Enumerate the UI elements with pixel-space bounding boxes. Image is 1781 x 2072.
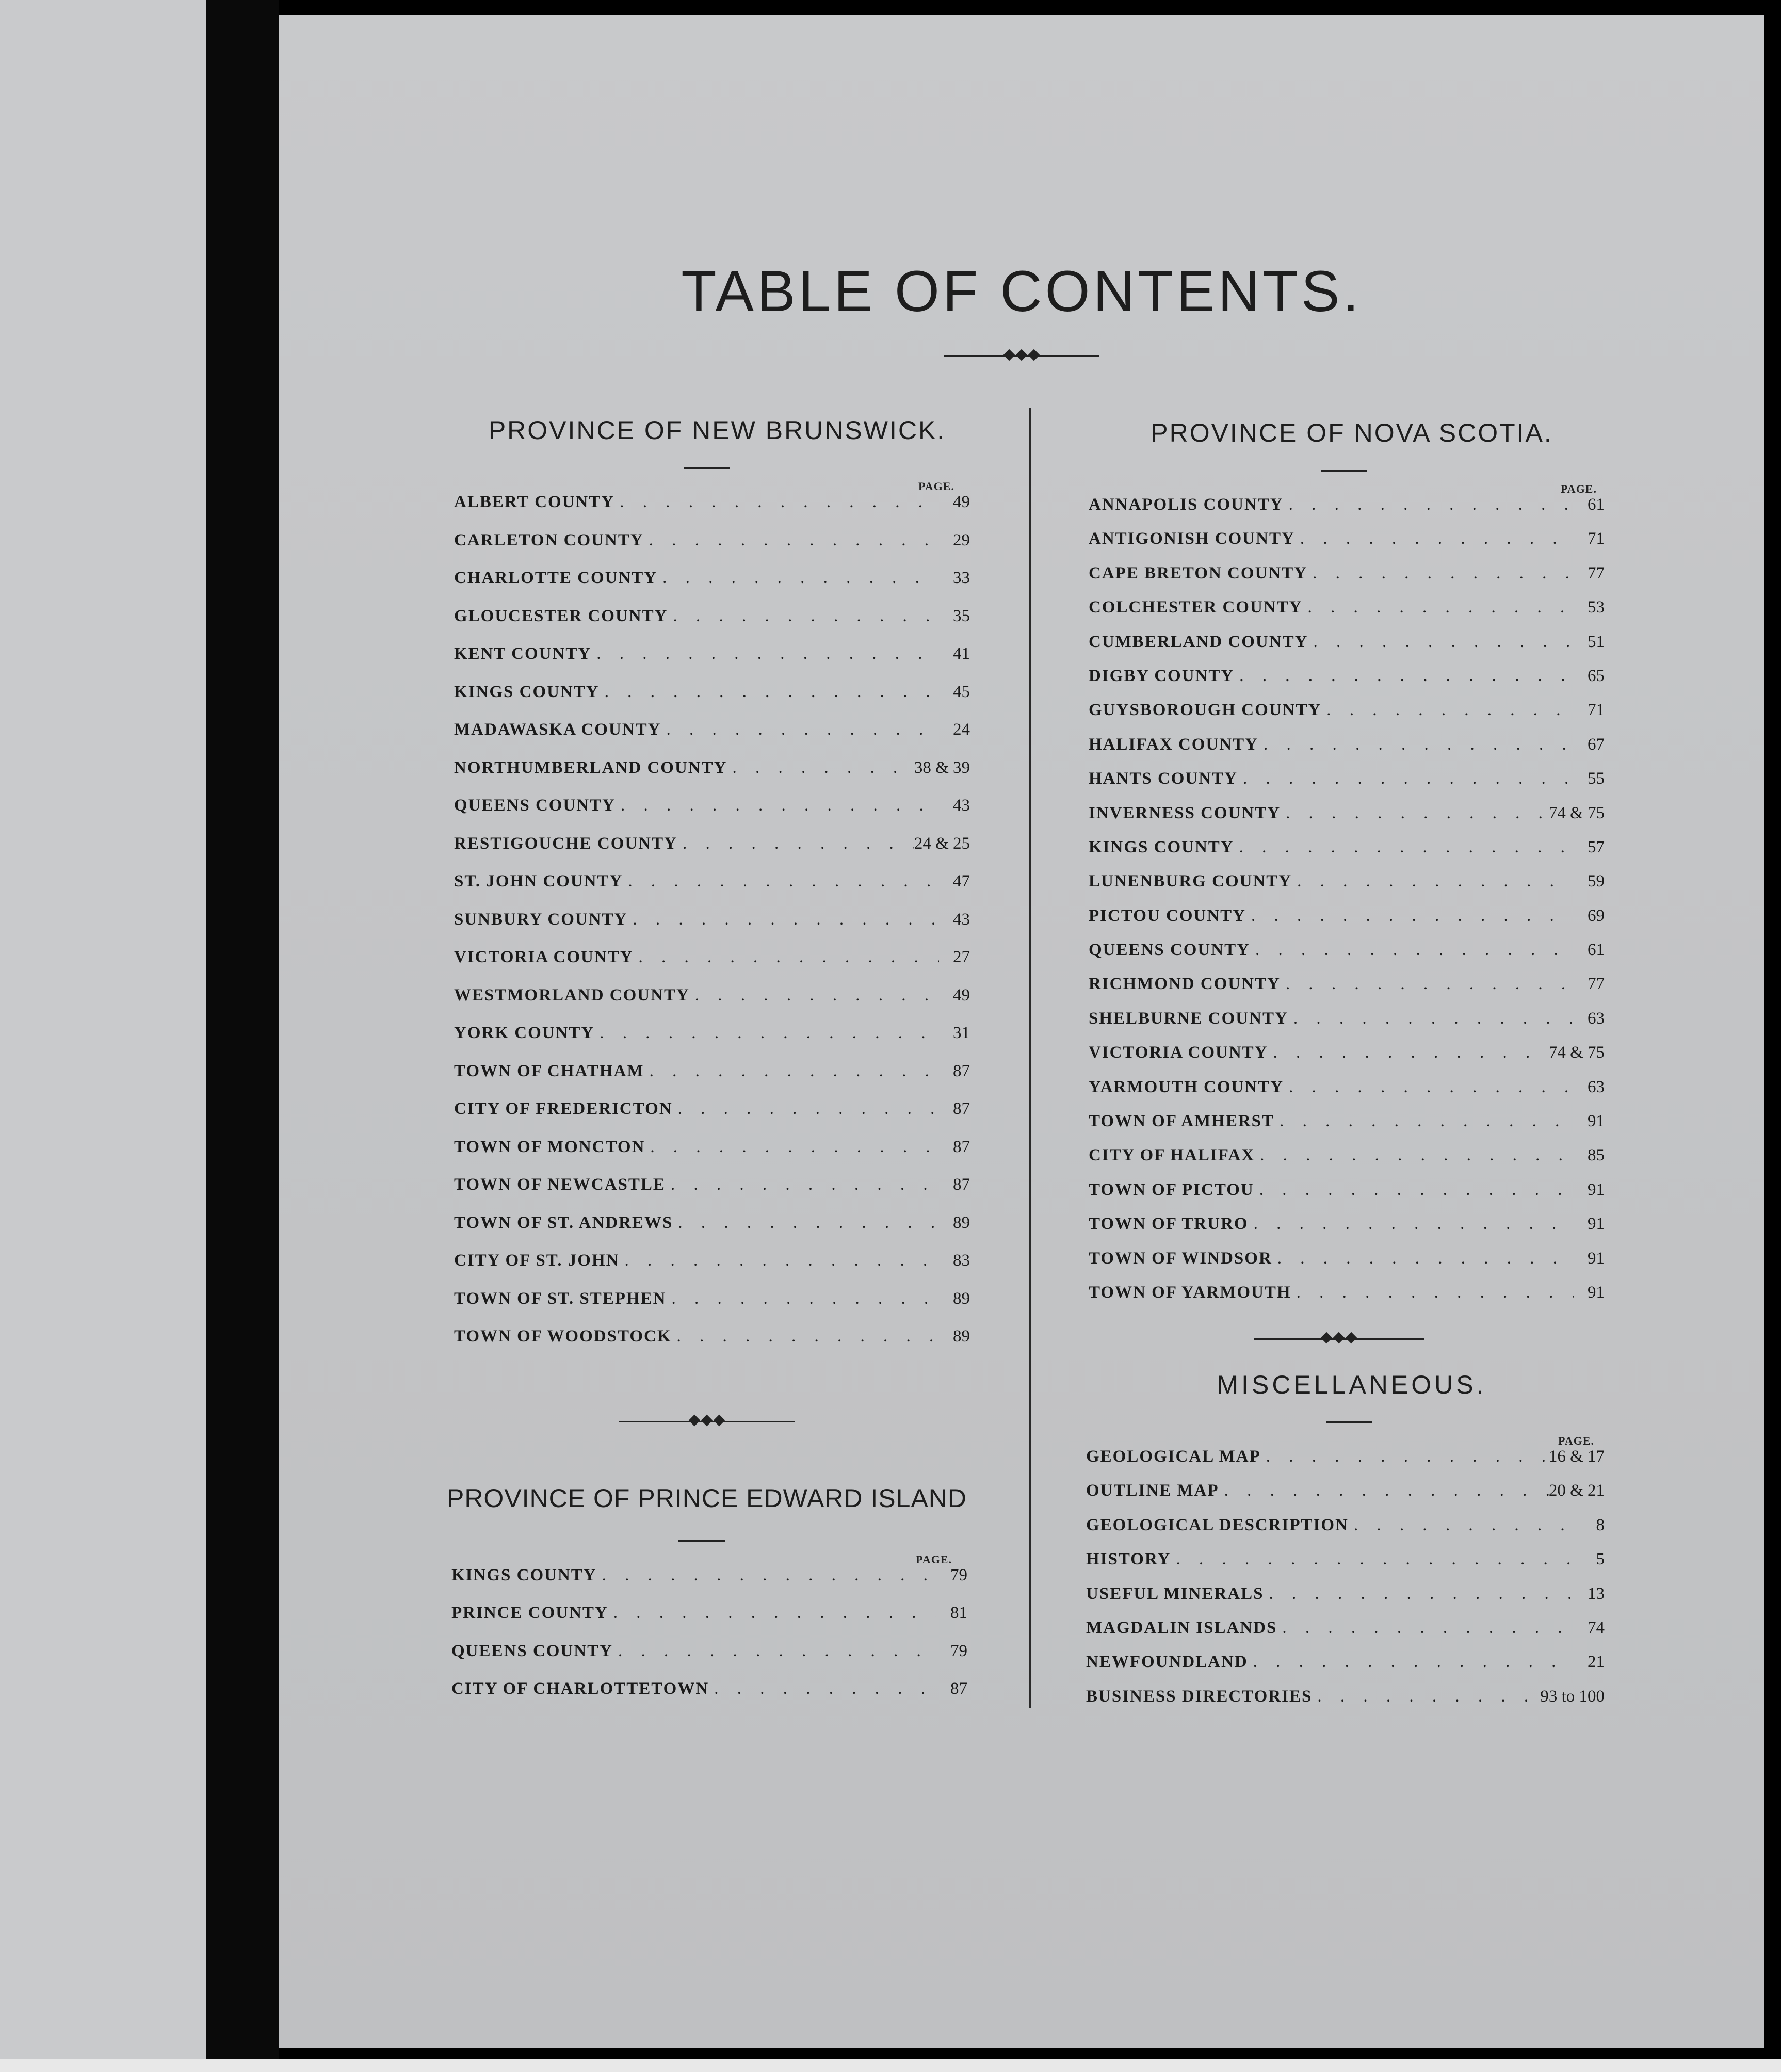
toc-entry-title: GUYSBOROUGH COUNTY xyxy=(1089,701,1322,720)
toc-entry-title: YARMOUTH COUNTY xyxy=(1089,1077,1284,1096)
toc-entry-page: 71 xyxy=(1588,529,1605,548)
dot-leader xyxy=(1349,1516,1574,1535)
dot-leader xyxy=(1234,838,1574,857)
toc-entry-title: PICTOU COUNTY xyxy=(1089,906,1246,925)
toc-entry-title: TOWN OF PICTOU xyxy=(1089,1180,1254,1199)
toc-entry xyxy=(1089,838,1605,872)
toc-entry-page: 93 to 100 xyxy=(1540,1687,1605,1706)
toc-entry-title: VICTORIA COUNTY xyxy=(454,948,634,966)
dot-leader xyxy=(1307,564,1574,583)
toc-entry-page: 65 xyxy=(1588,666,1605,685)
dot-leader xyxy=(666,1175,939,1194)
dot-leader xyxy=(597,1566,936,1585)
toc-entry-page: 47 xyxy=(953,872,970,891)
toc-entry-title: CITY OF ST. JOHN xyxy=(454,1251,620,1270)
toc-entry-page: 87 xyxy=(953,1099,970,1118)
toc-entry xyxy=(1089,1215,1605,1249)
miscellaneous-list xyxy=(1086,1447,1605,1721)
miscellaneous-page-label: PAGE. xyxy=(1558,1434,1594,1447)
pei-page-label: PAGE. xyxy=(916,1553,952,1566)
toc-entry xyxy=(454,683,970,721)
toc-entry-title: TOWN OF AMHERST xyxy=(1089,1112,1275,1131)
dot-leader xyxy=(644,531,939,550)
toc-entry-title: VICTORIA COUNTY xyxy=(1089,1043,1268,1062)
toc-entry-title: QUEENS COUNTY xyxy=(1089,941,1250,960)
nova-scotia-page-label: PAGE. xyxy=(1561,482,1597,495)
dot-leader xyxy=(1249,1215,1574,1234)
toc-entry-page: 49 xyxy=(953,493,970,511)
nova-scotia-heading: PROVINCE OF NOVA SCOTIA. xyxy=(1151,418,1553,447)
dot-leader xyxy=(645,1138,939,1157)
toc-entry xyxy=(1086,1481,1605,1515)
miscellaneous-heading: MISCELLANEOUS. xyxy=(1217,1370,1487,1399)
dot-leader xyxy=(1261,1447,1549,1466)
toc-entry-page: 87 xyxy=(953,1137,970,1156)
toc-entry-page: 71 xyxy=(1588,701,1605,720)
toc-entry-title: RICHMOND COUNTY xyxy=(1089,975,1281,994)
toc-entry xyxy=(454,1213,970,1252)
toc-entry-page: 24 xyxy=(953,720,970,739)
toc-entry-page: 74 & 75 xyxy=(1548,803,1605,822)
toc-entry xyxy=(1086,1584,1605,1618)
misc-ornament xyxy=(1254,1334,1424,1344)
toc-entry-page: 87 xyxy=(953,1061,970,1080)
dot-leader xyxy=(616,796,939,815)
toc-entry-page: 43 xyxy=(953,796,970,815)
toc-entry-page: 74 & 75 xyxy=(1548,1043,1605,1062)
toc-entry-page: 67 xyxy=(1588,735,1605,754)
dot-leader xyxy=(657,569,939,588)
miscellaneous-rule xyxy=(1326,1421,1372,1423)
toc-entry-page: 31 xyxy=(953,1024,970,1042)
dot-leader xyxy=(1234,667,1574,686)
toc-entry-page: 91 xyxy=(1588,1180,1605,1199)
dot-leader xyxy=(690,986,939,1005)
toc-entry xyxy=(454,1327,970,1365)
toc-entry-title: MADAWASKA COUNTY xyxy=(454,720,661,739)
dot-leader xyxy=(1291,1283,1574,1302)
dot-leader xyxy=(673,1099,939,1119)
dot-leader xyxy=(1268,1043,1549,1062)
toc-entry-page: 91 xyxy=(1588,1283,1605,1302)
nova-scotia-list xyxy=(1089,495,1605,1317)
toc-entry xyxy=(1089,735,1605,769)
toc-entry xyxy=(1089,633,1605,667)
toc-entry xyxy=(1089,1043,1605,1077)
toc-entry xyxy=(1089,667,1605,701)
toc-entry xyxy=(454,644,970,683)
toc-entry-page: 83 xyxy=(953,1251,970,1270)
toc-entry-page: 13 xyxy=(1588,1584,1605,1603)
toc-entry-page: 61 xyxy=(1588,941,1605,960)
new-brunswick-heading: PROVINCE OF NEW BRUNSWICK. xyxy=(488,416,946,445)
toc-entry xyxy=(1089,872,1605,906)
toc-entry-title: WESTMORLAND COUNTY xyxy=(454,985,690,1005)
toc-entry xyxy=(1086,1687,1605,1721)
contents-page xyxy=(279,15,1764,2048)
toc-entry xyxy=(454,948,970,986)
toc-entry-title: NORTHUMBERLAND COUNTY xyxy=(454,758,727,777)
toc-entry-title: TOWN OF WINDSOR xyxy=(1089,1249,1272,1268)
toc-entry xyxy=(454,1099,970,1138)
dot-leader xyxy=(1302,598,1574,617)
toc-entry-title: ANNAPOLIS COUNTY xyxy=(1089,495,1284,514)
dot-leader xyxy=(1264,1584,1574,1604)
dot-leader xyxy=(623,872,939,891)
dot-leader xyxy=(1281,804,1549,823)
dot-leader xyxy=(1312,1687,1540,1706)
dot-leader xyxy=(1277,1618,1574,1638)
toc-entry xyxy=(1089,1180,1605,1215)
dot-leader xyxy=(1254,1180,1574,1200)
toc-entry xyxy=(1089,804,1605,838)
toc-entry-title: CAPE BRETON COUNTY xyxy=(1089,563,1308,582)
dot-leader xyxy=(608,1604,936,1623)
toc-entry-page: 87 xyxy=(953,1175,970,1194)
toc-entry-page: 77 xyxy=(1588,563,1605,582)
toc-entry-page: 87 xyxy=(950,1679,967,1698)
toc-entry-title: KINGS COUNTY xyxy=(451,1566,597,1584)
dot-leader xyxy=(613,1642,936,1661)
toc-entry-title: TOWN OF TRURO xyxy=(1089,1215,1249,1234)
toc-entry xyxy=(454,796,970,834)
dot-leader xyxy=(1295,529,1574,548)
toc-entry-page: 43 xyxy=(953,910,970,929)
dot-leader xyxy=(672,1327,939,1346)
toc-entry xyxy=(454,1024,970,1062)
toc-entry-title: TOWN OF CHATHAM xyxy=(454,1061,644,1080)
scan-bottom-edge xyxy=(0,2059,1781,2072)
dot-leader xyxy=(673,1213,939,1233)
dot-leader xyxy=(1274,1112,1574,1131)
toc-entry xyxy=(454,531,970,569)
toc-entry-page: 41 xyxy=(953,644,970,663)
toc-entry-title: HALIFAX COUNTY xyxy=(1089,735,1258,754)
toc-entry xyxy=(454,1062,970,1100)
toc-entry-title: GEOLOGICAL DESCRIPTION xyxy=(1086,1515,1349,1534)
toc-entry-page: 53 xyxy=(1588,598,1605,617)
toc-entry-page: 91 xyxy=(1588,1249,1605,1268)
toc-entry-page: 89 xyxy=(953,1327,970,1346)
dot-leader xyxy=(1255,1146,1574,1165)
toc-entry-title: QUEENS COUNTY xyxy=(454,796,616,815)
page-title: TABLE OF CONTENTS. xyxy=(681,259,1362,323)
toc-entry-page: 49 xyxy=(953,985,970,1005)
toc-entry-title: TOWN OF MONCTON xyxy=(454,1137,645,1156)
toc-entry-page: 16 & 17 xyxy=(1548,1447,1605,1466)
toc-entry xyxy=(454,1175,970,1213)
dot-leader xyxy=(1250,941,1574,960)
toc-entry-title: ALBERT COUNTY xyxy=(454,493,615,511)
new-brunswick-page-label: PAGE. xyxy=(918,480,954,493)
toc-entry xyxy=(1086,1618,1605,1653)
dot-leader xyxy=(1272,1249,1574,1268)
dot-leader xyxy=(661,720,939,739)
toc-entry xyxy=(451,1679,967,1717)
toc-entry-page: 24 & 25 xyxy=(914,834,970,853)
toc-entry xyxy=(1089,529,1605,563)
toc-entry-title: SHELBURNE COUNTY xyxy=(1089,1009,1288,1028)
toc-entry-page: 91 xyxy=(1588,1215,1605,1234)
toc-entry-title: CARLETON COUNTY xyxy=(454,530,644,549)
toc-entry-page: 61 xyxy=(1588,495,1605,514)
toc-entry xyxy=(1089,598,1605,632)
dot-leader xyxy=(1238,769,1574,788)
toc-entry-page: 81 xyxy=(950,1604,967,1623)
toc-entry-title: OUTLINE MAP xyxy=(1086,1481,1219,1500)
toc-entry xyxy=(1089,701,1605,735)
toc-entry xyxy=(451,1566,967,1604)
toc-entry xyxy=(1086,1447,1605,1481)
toc-entry-title: PRINCE COUNTY xyxy=(451,1604,608,1623)
toc-entry-title: KENT COUNTY xyxy=(454,644,592,663)
dot-leader xyxy=(709,1679,936,1698)
toc-entry xyxy=(1089,1249,1605,1283)
toc-entry xyxy=(454,872,970,910)
new-brunswick-list xyxy=(454,493,970,1365)
pei-list xyxy=(451,1566,967,1717)
toc-entry-title: GEOLOGICAL MAP xyxy=(1086,1447,1261,1466)
toc-entry-title: ANTIGONISH COUNTY xyxy=(1089,529,1295,548)
pei-rule xyxy=(678,1540,725,1542)
toc-entry-title: GLOUCESTER COUNTY xyxy=(454,606,668,625)
toc-entry-page: 55 xyxy=(1588,769,1605,788)
dot-leader xyxy=(644,1062,939,1081)
book-spine xyxy=(206,0,279,2072)
toc-entry-page: 63 xyxy=(1588,1009,1605,1028)
toc-entry-title: KINGS COUNTY xyxy=(1089,837,1234,856)
pei-ornament xyxy=(619,1416,795,1427)
toc-entry-title: CITY OF FREDERICTON xyxy=(454,1099,673,1118)
toc-entry xyxy=(1089,1283,1605,1317)
toc-entry xyxy=(1089,906,1605,941)
toc-entry-page: 20 & 21 xyxy=(1548,1481,1605,1500)
dot-leader xyxy=(668,607,939,626)
toc-entry-page: 77 xyxy=(1588,975,1605,994)
toc-entry xyxy=(454,910,970,948)
toc-entry xyxy=(1089,975,1605,1009)
toc-entry xyxy=(1086,1550,1605,1584)
toc-entry xyxy=(1089,941,1605,975)
toc-entry xyxy=(454,1138,970,1176)
dot-leader xyxy=(677,834,914,853)
toc-entry-page: 5 xyxy=(1596,1550,1605,1569)
toc-entry-title: ST. JOHN COUNTY xyxy=(454,872,623,891)
toc-entry-title: CHARLOTTE COUNTY xyxy=(454,569,658,587)
toc-entry-page: 91 xyxy=(1588,1112,1605,1131)
toc-entry xyxy=(454,758,970,797)
toc-entry-title: TOWN OF ST. ANDREWS xyxy=(454,1213,673,1232)
toc-entry-page: 74 xyxy=(1588,1618,1605,1637)
dot-leader xyxy=(634,948,939,967)
dot-leader xyxy=(594,1024,939,1043)
toc-entry-title: TOWN OF NEWCASTLE xyxy=(454,1175,666,1194)
dot-leader xyxy=(1288,1009,1574,1028)
toc-entry-title: RESTIGOUCHE COUNTY xyxy=(454,834,677,853)
dot-leader xyxy=(666,1289,939,1308)
toc-entry xyxy=(454,986,970,1024)
toc-entry-page: 79 xyxy=(950,1566,967,1584)
toc-entry-title: SUNBURY COUNTY xyxy=(454,910,628,929)
dot-leader xyxy=(1246,906,1574,926)
dot-leader xyxy=(627,910,939,929)
dot-leader xyxy=(1292,872,1574,891)
toc-entry xyxy=(454,1289,970,1328)
toc-entry-title: NEWFOUNDLAND xyxy=(1086,1653,1248,1672)
toc-entry xyxy=(454,493,970,531)
toc-entry xyxy=(1089,564,1605,598)
dot-leader xyxy=(1284,1078,1574,1097)
dot-leader xyxy=(1219,1481,1549,1500)
title-ornament xyxy=(944,351,1099,361)
toc-entry-page: 29 xyxy=(953,530,970,549)
toc-entry xyxy=(1089,1112,1605,1146)
toc-entry xyxy=(454,607,970,645)
new-brunswick-rule xyxy=(684,467,730,469)
toc-entry-page: 8 xyxy=(1596,1515,1605,1534)
toc-entry-title: QUEENS COUNTY xyxy=(451,1641,613,1660)
toc-entry xyxy=(1089,1146,1605,1180)
dot-leader xyxy=(619,1251,939,1270)
dot-leader xyxy=(1258,735,1574,754)
toc-entry-title: KINGS COUNTY xyxy=(454,682,600,701)
toc-entry-title: TOWN OF YARMOUTH xyxy=(1089,1283,1291,1302)
dot-leader xyxy=(1281,975,1574,994)
toc-entry xyxy=(1086,1516,1605,1550)
toc-entry xyxy=(1089,1078,1605,1112)
toc-entry-title: USEFUL MINERALS xyxy=(1086,1584,1264,1603)
toc-entry-page: 89 xyxy=(953,1213,970,1232)
toc-entry-title: CITY OF CHARLOTTETOWN xyxy=(451,1679,709,1698)
toc-entry-title: YORK COUNTY xyxy=(454,1024,595,1042)
toc-entry-page: 69 xyxy=(1588,906,1605,925)
column-divider xyxy=(1029,408,1031,1708)
facing-page-edge xyxy=(0,0,206,2072)
dot-leader xyxy=(1321,701,1574,720)
toc-entry-title: CITY OF HALIFAX xyxy=(1089,1146,1255,1165)
toc-entry xyxy=(454,569,970,607)
toc-entry-page: 59 xyxy=(1588,872,1605,891)
toc-entry xyxy=(454,720,970,758)
toc-entry-title: TOWN OF ST. STEPHEN xyxy=(454,1289,667,1308)
toc-entry-page: 27 xyxy=(953,948,970,966)
toc-entry-page: 45 xyxy=(953,682,970,701)
toc-entry-title: LUNENBURG COUNTY xyxy=(1089,872,1292,891)
toc-entry-page: 63 xyxy=(1588,1077,1605,1096)
pei-heading: PROVINCE OF PRINCE EDWARD ISLAND xyxy=(446,1484,967,1513)
toc-entry xyxy=(1086,1653,1605,1687)
toc-entry xyxy=(454,1251,970,1289)
dot-leader xyxy=(600,683,939,702)
toc-entry-title: INVERNESS COUNTY xyxy=(1089,803,1281,822)
dot-leader xyxy=(1248,1653,1574,1672)
toc-entry-title: COLCHESTER COUNTY xyxy=(1089,598,1303,617)
dot-leader xyxy=(1284,495,1574,514)
toc-entry xyxy=(454,834,970,872)
toc-entry-title: MAGDALIN ISLANDS xyxy=(1086,1618,1277,1637)
toc-entry-page: 89 xyxy=(953,1289,970,1308)
toc-entry-title: TOWN OF WOODSTOCK xyxy=(454,1327,672,1346)
toc-entry xyxy=(451,1604,967,1641)
dot-leader xyxy=(727,758,914,778)
toc-entry xyxy=(1089,769,1605,803)
toc-entry-title: DIGBY COUNTY xyxy=(1089,666,1235,685)
toc-entry-title: CUMBERLAND COUNTY xyxy=(1089,632,1308,651)
toc-entry-page: 79 xyxy=(950,1641,967,1660)
toc-entry-title: HANTS COUNTY xyxy=(1089,769,1238,788)
toc-entry-page: 51 xyxy=(1588,632,1605,651)
toc-entry xyxy=(451,1642,967,1679)
toc-entry xyxy=(1089,1009,1605,1043)
nova-scotia-rule xyxy=(1321,470,1367,472)
toc-entry-page: 85 xyxy=(1588,1146,1605,1165)
dot-leader xyxy=(1171,1550,1574,1569)
toc-entry-title: BUSINESS DIRECTORIES xyxy=(1086,1687,1313,1706)
dot-leader xyxy=(591,644,939,663)
toc-entry-page: 38 & 39 xyxy=(914,758,970,777)
dot-leader xyxy=(1308,633,1574,652)
toc-entry-page: 57 xyxy=(1588,837,1605,856)
toc-entry-page: 33 xyxy=(953,569,970,587)
toc-entry-page: 21 xyxy=(1588,1653,1605,1672)
toc-entry xyxy=(1089,495,1605,529)
toc-entry-page: 35 xyxy=(953,606,970,625)
toc-entry-title: HISTORY xyxy=(1086,1550,1171,1569)
dot-leader xyxy=(614,493,939,512)
